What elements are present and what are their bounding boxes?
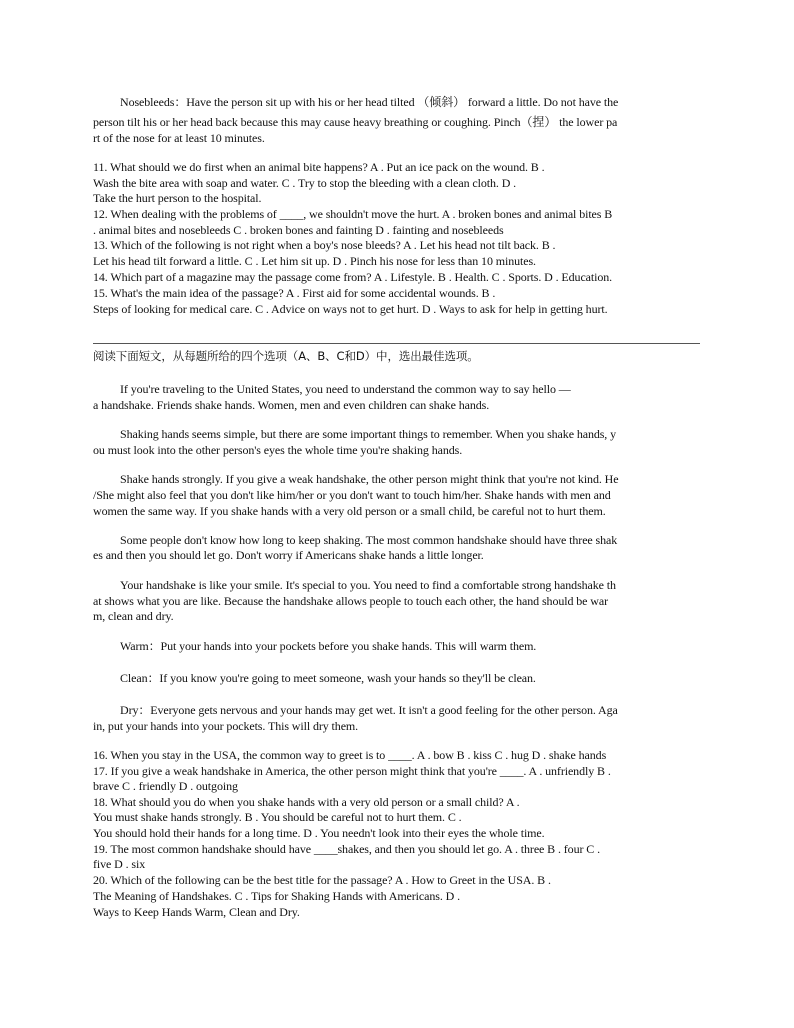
passage-line: /She might also feel that you don't like him/her or you don't want to touch him/her. Shake hands with men and bbox=[93, 488, 611, 502]
question-line: . animal bites and nosebleeds C . broken bones and fainting D . fainting and nosebleeds bbox=[93, 223, 504, 237]
section-instruction: 阅读下面短文，从每题所给的四个选项（A、B、C和D）中，选出最佳选项。 bbox=[93, 349, 479, 363]
question-line: Let his head tilt forward a little. C . Let him sit up. D . Pinch his nose for less than 10 minutes. bbox=[93, 254, 536, 268]
question-line: Take the hurt person to the hospital. bbox=[93, 191, 262, 205]
question-line: You must shake hands strongly. B . You should be careful not to hurt them. C . bbox=[93, 810, 462, 824]
nosebleeds-paragraph-line: rt of the nose for at least 10 minutes. bbox=[93, 131, 265, 145]
question-line: 19. The most common handshake should have ____shakes, and then you should let go. A . three B . four C . bbox=[93, 842, 600, 856]
passage-line: ou must look into the other person's eyes the whole time you're shaking hands. bbox=[93, 443, 463, 457]
passage-line: a handshake. Friends shake hands. Women, men and even children can shake hands. bbox=[93, 398, 490, 412]
question-line: 18. What should you do when you shake hands with a very old person or a small child? A . bbox=[93, 795, 520, 809]
passage-line: in, put your hands into your pockets. This will dry them. bbox=[93, 719, 359, 733]
question-line: You should hold their hands for a long time. D . You needn't look into their eyes the whole time. bbox=[93, 826, 545, 840]
question-line: Ways to Keep Hands Warm, Clean and Dry. bbox=[93, 905, 300, 919]
nosebleeds-paragraph-line: person tilt his or her head back because this may cause heavy breathing or coughing. Pinch（捏） the lower pa bbox=[93, 115, 618, 129]
passage-line: Dry：Everyone gets nervous and your hands may get wet. It isn't a good feeling for the other person. Aga bbox=[120, 703, 618, 717]
passage-line: Some people don't know how long to keep shaking. The most common handshake should have three shak bbox=[120, 533, 618, 547]
question-line: five D . six bbox=[93, 857, 146, 871]
question-line: 16. When you stay in the USA, the common way to greet is to ____. A . bow B . kiss C . hug D . shake hands bbox=[93, 748, 607, 762]
question-line: 13. Which of the following is not right when a boy's nose bleeds? A . Let his head not tilt back. B . bbox=[93, 238, 556, 252]
question-line: 15. What's the main idea of the passage? A . First aid for some accidental wounds. B . bbox=[93, 286, 496, 300]
question-line: brave C . friendly D . outgoing bbox=[93, 779, 238, 793]
passage-line: m, clean and dry. bbox=[93, 609, 174, 623]
question-line: 12. When dealing with the problems of ____, we shouldn't move the hurt. A . broken bones and animal bites B bbox=[93, 207, 613, 221]
question-line: Steps of looking for medical care. C . Advice on ways not to get hurt. D . Ways to ask for help in getting hurt. bbox=[93, 302, 608, 316]
passage-line: at shows what you are like. Because the handshake allows people to touch each other, the hand should be war bbox=[93, 594, 608, 608]
section-divider bbox=[93, 343, 700, 344]
question-line: Wash the bite area with soap and water. C . Try to stop the bleeding with a clean cloth. D . bbox=[93, 176, 517, 190]
passage-line: Your handshake is like your smile. It's special to you. You need to find a comfortable strong handshake th bbox=[120, 578, 616, 592]
question-line: 14. Which part of a magazine may the passage come from? A . Lifestyle. B . Health. C . Sports. D . Education. bbox=[93, 270, 613, 284]
passage-line: Clean：If you know you're going to meet someone, wash your hands so they'll be clean. bbox=[120, 671, 536, 685]
question-line: 11. What should we do first when an animal bite happens? A . Put an ice pack on the wound. B . bbox=[93, 160, 545, 174]
question-line: 17. If you give a weak handshake in America, the other person might think that you're ____. A . unfriendly B . bbox=[93, 764, 611, 778]
passage-line: If you're traveling to the United States, you need to understand the common way to say hello — bbox=[120, 382, 571, 396]
passage-line: Shake hands strongly. If you give a weak handshake, the other person might think that you're not kind. He bbox=[120, 472, 619, 486]
passage-line: es and then you should let go. Don't worry if Americans shake hands a little longer. bbox=[93, 548, 484, 562]
nosebleeds-paragraph-line: Nosebleeds：Have the person sit up with his or her head tilted （倾斜） forward a little. Do not have the bbox=[120, 95, 619, 109]
passage-line: Shaking hands seems simple, but there are some important things to remember. When you shake hands, y bbox=[120, 427, 617, 441]
passage-line: Warm：Put your hands into your pockets before you shake hands. This will warm them. bbox=[120, 639, 537, 653]
question-line: 20. Which of the following can be the best title for the passage? A . How to Greet in the USA. B . bbox=[93, 873, 551, 887]
question-line: The Meaning of Handshakes. C . Tips for Shaking Hands with Americans. D . bbox=[93, 889, 460, 903]
passage-line: women the same way. If you shake hands with a very old person or a small child, be careful not to hurt them. bbox=[93, 504, 606, 518]
